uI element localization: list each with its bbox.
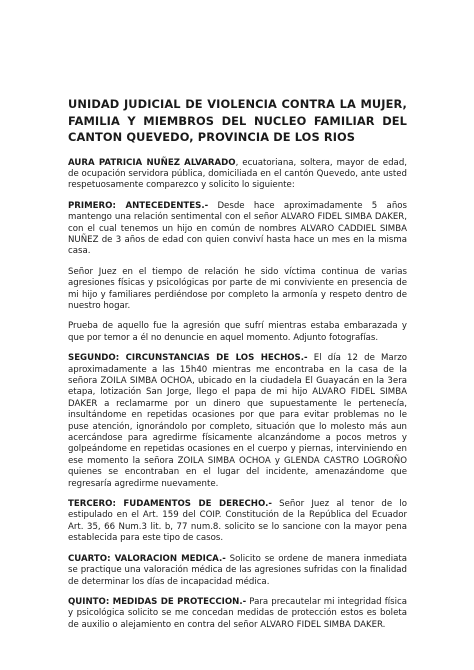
- section-fifth-heading: QUINTO: MEDIDAS DE PROTECCION.-: [68, 596, 247, 607]
- section-third-paragraph: [68, 499, 407, 545]
- petitioner-name: AURA PATRICIA NUÑEZ ALVARADO: [68, 157, 236, 168]
- intro-paragraph: [68, 158, 407, 192]
- section-fifth-text: Para precautelar mi integridad física y psicológica solicito se me concedan medidas de protección estos es boleta de auxilio o alejamiento en contra del señor ALVARO FIDEL SIMBA DAKER.: [68, 596, 407, 630]
- section-fifth-paragraph: [68, 597, 407, 631]
- section-fourth-paragraph: [68, 554, 407, 588]
- section-third-heading: TERCERO: FUDAMENTOS DE DERECHO.-: [68, 499, 272, 510]
- section-second-paragraph: [68, 353, 407, 490]
- section-first-paragraph-3: Prueba de aquello fue la agresión que sufrí mientras estaba embarazada y que por temor a él no denuncie en aquel momento. Adjunto fotografías.: [68, 321, 407, 343]
- section-first-heading: PRIMERO: ANTECEDENTES.-: [68, 200, 209, 211]
- document-page: [68, 96, 407, 640]
- section-fourth-text: Solicito se ordene de manera inmediata se practique una valoración médica de las agresiones sufridas con la finalidad de determinar los días de incapacidad médica.: [68, 553, 407, 587]
- section-fourth-heading: CUARTO: VALORACION MEDICA.-: [68, 553, 226, 564]
- section-first-text: Desde hace aproximadamente 5 años mantengo una relación sentimental con el señor ALVARO FIDEL SIMBA DAKER, con el cual tenemos un hijo en común de nombres ALVARO CADDIEL SIMBA NUÑEZ de 3 años de edad con quien conviví hasta hace un mes en la misma casa.: [68, 200, 408, 257]
- section-second-heading: SEGUNDO: CIRCUNSTANCIAS DE LOS HECHOS.-: [68, 353, 308, 364]
- section-third-text: Señor Juez al tenor de lo estipulado en el Art. 159 del COIP. Constitución de la República del Ecuador Art. 35, 66 Num.3 lit. b, 77 num.8. solicito se lo sancione con la mayor pena establecida para este tipo de casos.: [68, 499, 407, 544]
- section-second-text: El día 12 de Marzo aproximadamente a las 15h40 mientras me encontraba en la casa de la señora ZOILA SIMBA OCHOA, ubicado en la ciudadela El Guayacán en la 3era etapa, lotización San Jorge, llego el papa de mi hijo ALVARO FIDEL SIMBA DAKER a reclamarme por un dinero que supuestamente le pertenecía, insultándome en repetidas ocasiones por que para evitar problemas no le puse atención, ignorándolo por completo, situación que lo molesto más aun acercándose para agredirme físicamente alcanzándome a pocos metros y golpeándome en repetidas ocasiones en el cuerpo y piernas, interviniendo en ese momento la señora ZOILA SIMBA OCHOA y GLENDA CASTRO LOGROÑO quienes se encontraban en el lugar del incidente, amenazándome que regresaría agredirme nuevamente.: [68, 353, 408, 489]
- court-title: UNIDAD JUDICIAL DE VIOLENCIA CONTRA LA MUJER, FAMILIA Y MIEMBROS DEL NUCLEO FAMILIAR DEL CANTON QUEVEDO, PROVINCIA DE LOS RIOS: [68, 97, 407, 144]
- intro-text: , ecuatoriana, soltera, mayor de edad, de ocupación servidora pública, domiciliada en el cantón Quevedo, ante usted respetuosamente comparezco y solicito lo siguiente:: [68, 157, 408, 191]
- section-first-paragraph: [68, 201, 407, 258]
- section-first-paragraph-2: Señor Juez en el tiempo de relación he sido víctima continua de varias agresiones físicas y psicológicas por parte de mi conviviente en presencia de mi hijo y familiares perdiéndose por completo la armonía y respeto dentro de nuestro hogar.: [68, 266, 407, 311]
